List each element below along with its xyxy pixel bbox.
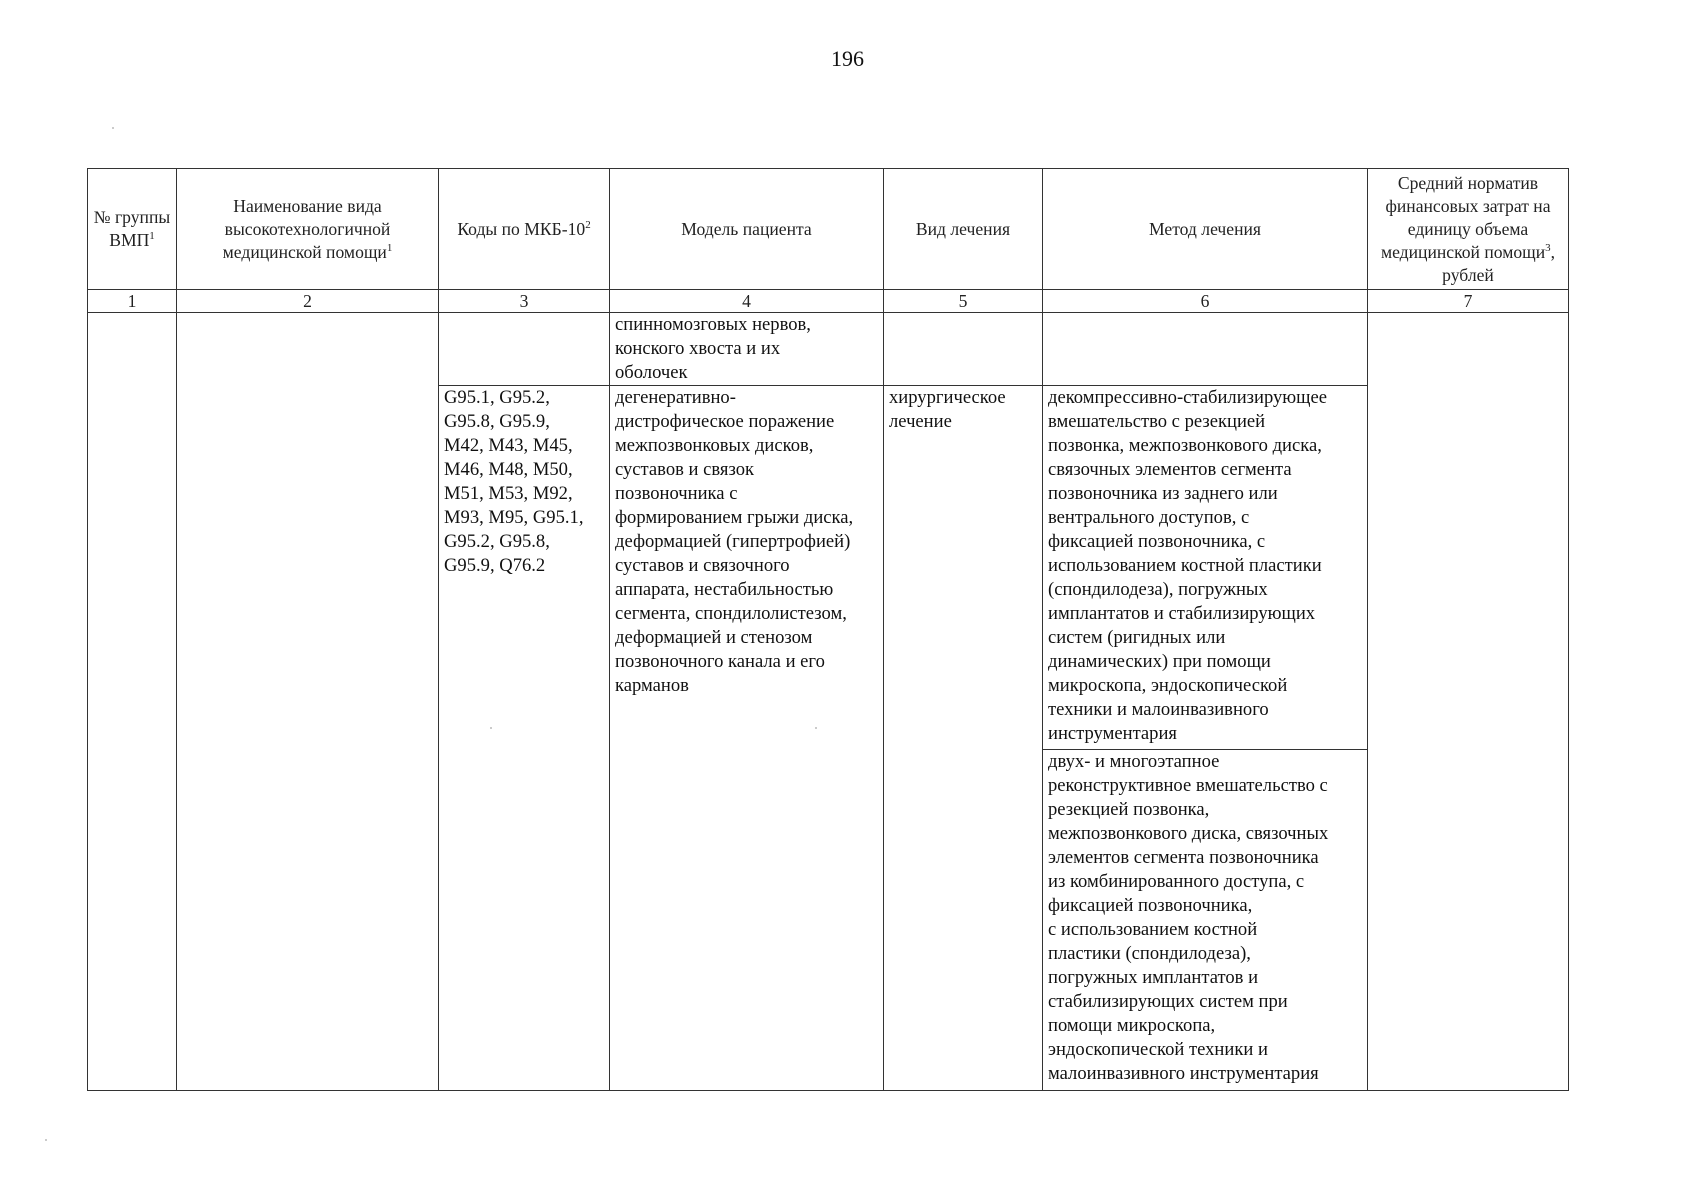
header-group-number: № группы ВМП$^1$ [88, 169, 177, 290]
scan-speck [112, 127, 114, 129]
column-number: 4 [610, 290, 884, 313]
column-number: 2 [177, 290, 439, 313]
column-number: 5 [884, 290, 1043, 313]
cell-treatment-method-1: декомпрессивно-стабилизирующее вмешательство с резекцией позвонка, межпозвонкового диска, связочных элементов сегмента позвоночника из заднего или вентрального доступов, с фиксацией позвоночника, с использованием костной пластики (спондилодеза), погружных имплантатов и стабилизирующих систем (ригидных или динамических) при помощи микроскопа, эндоскопической техники и малоинвазивного инструментария [1043, 386, 1368, 750]
column-number: 3 [439, 290, 610, 313]
header-row [88, 169, 1569, 290]
header-patient-model: Модель пациента [610, 169, 884, 290]
column-number: 7 [1368, 290, 1569, 313]
vmp-table [87, 168, 1569, 1091]
column-number: 1 [88, 290, 177, 313]
cell-treatment-type: хирургическое лечение [884, 386, 1043, 1091]
table-row [88, 313, 1569, 386]
header-care-type: Наименование вида высокотехнологичной медицинской помощи$^1$ [177, 169, 439, 290]
scan-speck [45, 1139, 47, 1141]
cell-treatment-method-2: двух- и многоэтапное реконструктивное вмешательство с резекцией позвонка, межпозвонкового диска, связочных элементов сегмента позвоночника из комбинированного доступа, с фиксацией позвоночника, с использованием костной пластики (спондилодеза), погружных имплантатов и стабилизирующих систем при помощи микроскопа, эндоскопической техники и малоинвазивного инструментария [1043, 750, 1368, 1091]
cell-care-type [177, 313, 439, 1091]
cell-treatment-type-continued [884, 313, 1043, 386]
page-number: 196 [831, 46, 864, 71]
column-number-row [88, 290, 1569, 313]
header-icd-codes: Коды по МКБ-$10^2$ [439, 169, 610, 290]
column-number: 6 [1043, 290, 1368, 313]
cell-patient-model: дегенеративно- дистрофическое поражение межпозвонковых дисков, суставов и связок позвоночника с формированием грыжи диска, деформацией (гипертрофией) суставов и связочного аппарата, нестабильностью сегмента, спондилолистезом, деформацией и стенозом позвоночного канала и его карманов [610, 386, 884, 1091]
cell-cost-standard [1368, 313, 1569, 1091]
header-treatment-type: Вид лечения [884, 169, 1043, 290]
cell-icd-codes: G95.1, G95.2, G95.8, G95.9, M42, M43, M45, M46, M48, M50, M51, M53, M92, M93, M95, G95.1, G95.2, G95.8, G95.9, Q76.2 [439, 386, 610, 1091]
header-treatment-method: Метод лечения [1043, 169, 1368, 290]
cell-method-continued [1043, 313, 1368, 386]
cell-codes-continued [439, 313, 610, 386]
header-cost-standard: Средний норматив финансовых затрат на единицу объема медицинской помощи$^3$, рублей [1368, 169, 1569, 290]
cell-group-number [88, 313, 177, 1091]
cell-patient-model-continued: спинномозговых нервов, конского хвоста и их оболочек [610, 313, 884, 386]
